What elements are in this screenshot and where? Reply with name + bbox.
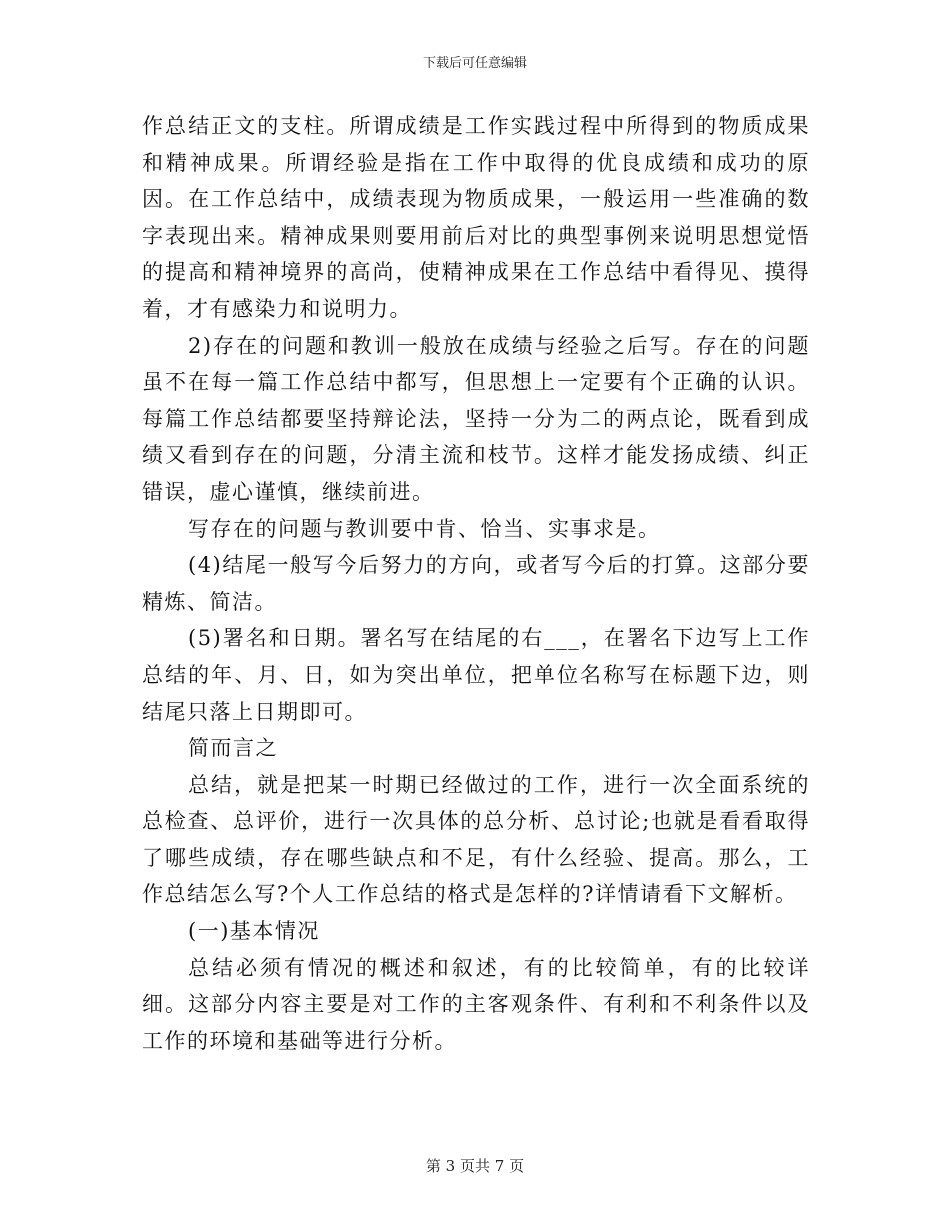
paragraph-basic-situation: 总结必须有情况的概述和叙述，有的比较简单，有的比较详细。这部分内容主要是对工作的主客观条件、有利和不利条件以及工作的环境和基础等进行分析。 xyxy=(142,955,810,1053)
paragraph-problems-guidance: 写存在的问题与教训要中肯、恰当、实事求是。 xyxy=(188,516,661,541)
page-header: 下载后可任意编辑 xyxy=(422,56,527,71)
paragraph-signature-date: (5)署名和日期。署名写在结尾的右___，在署名下边写上工作总结的年、月、日，如为突出单位，把单位名称写在标题下边，则结尾只落上日期即可。 xyxy=(142,626,810,724)
page-number-footer: 第 3 页共 7 页 xyxy=(425,1157,525,1175)
paragraph-in-short: 简而言之 xyxy=(188,736,278,761)
section-heading-basic-situation: (一)基本情况 xyxy=(188,919,320,944)
paragraph-problems-lessons: 2)存在的问题和教训一般放在成绩与经验之后写。存在的问题虽不在每一篇工作总结中都写，但思想上一定要有个正确的认识。每篇工作总结都要坚持辩论法，坚持一分为二的两点论，既看到成绩又看到存在的问题，分清主流和枝节。这样才能发扬成绩、纠正错误，虚心谨慎，继续前进。 xyxy=(142,333,810,504)
paragraph-achievements: 作总结正文的支柱。所谓成绩是工作实践过程中所得到的物质成果和精神成果。所谓经验是指在工作中取得的优良成绩和成功的原因。在工作总结中，成绩表现为物质成果，一般运用一些准确的数字表现出来。精神成果则要用前后对比的典型事例来说明思想觉悟的提高和精神境界的高尚，使精神成果在工作总结中看得见、摸得着，才有感染力和说明力。 xyxy=(142,114,810,321)
paragraph-summary-definition: 总结，就是把某一时期已经做过的工作，进行一次全面系统的总检查、总评价，进行一次具体的总分析、总讨论;也就是看看取得了哪些成绩，存在哪些缺点和不足，有什么经验、提高。那么，工作总结怎么写?个人工作总结的格式是怎样的?详情请看下文解析。 xyxy=(142,772,810,907)
document-body xyxy=(142,108,810,1059)
paragraph-ending: (4)结尾一般写今后努力的方向，或者写今后的打算。这部分要精炼、简洁。 xyxy=(142,553,810,614)
